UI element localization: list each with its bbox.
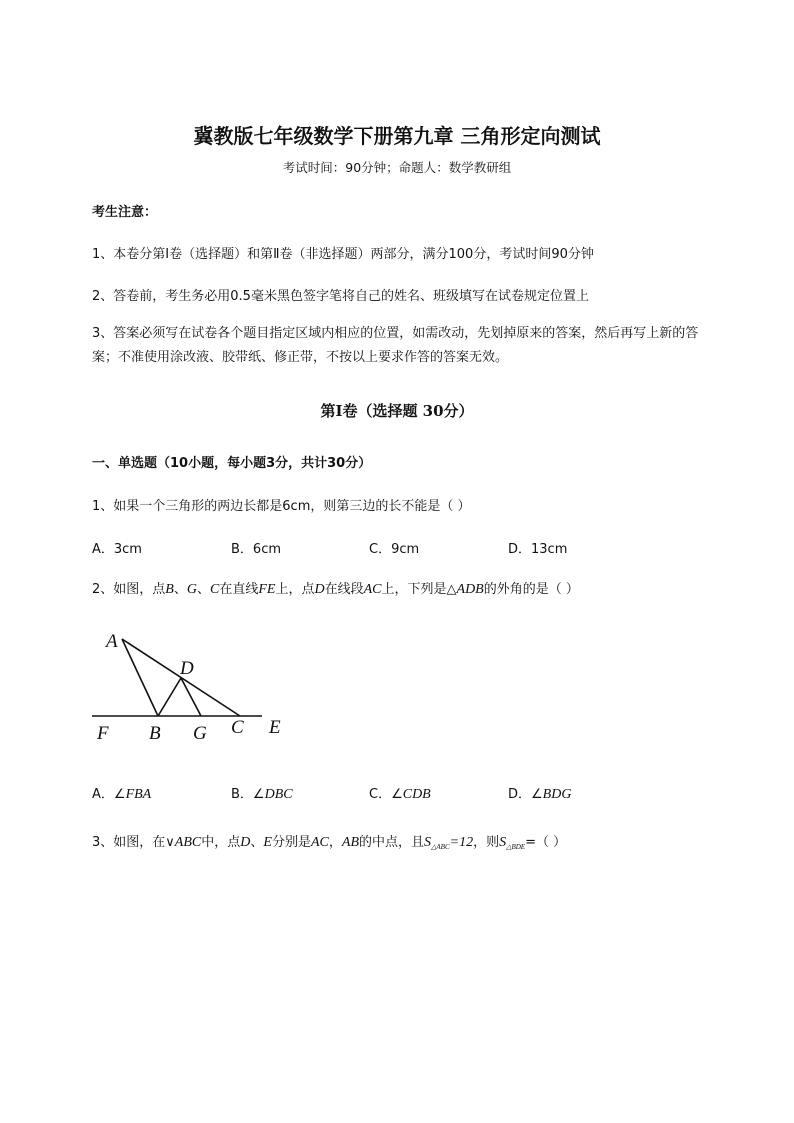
q2-option-c: C．∠CDB <box>369 787 431 802</box>
q2-option-a: A．∠FBA <box>92 787 152 802</box>
notice-item-1: 1、本卷分第I卷（选择题）和第Ⅱ卷（非选择题）两部分，满分100分，考试时间90分钟 <box>92 247 594 262</box>
triangle-figure <box>90 625 300 750</box>
q2-option-b: B．∠DBC <box>231 787 293 802</box>
segment-bd <box>158 678 181 716</box>
q2-option-d: D．∠BDG <box>508 787 572 802</box>
label-f: F <box>97 723 109 744</box>
notice-heading: 考生注意： <box>92 205 158 220</box>
label-d: D <box>180 658 194 679</box>
q1-option-a: A．3cm <box>92 542 142 557</box>
section-title: 第I卷（选择题 30分） <box>320 402 474 420</box>
q1-option-c: C．9cm <box>369 542 420 557</box>
label-a: A <box>106 631 118 652</box>
q1-option-b: B．6cm <box>231 542 282 557</box>
label-c: C <box>231 717 244 738</box>
label-b: B <box>149 723 161 744</box>
question-2-text: 2、如图，点B、G、C在直线FE上，点D在线段AC上，下列是△ADB的外角的是（ ） <box>92 582 579 597</box>
notice-item-3: 3、答案必须写在试卷各个题目指定区域内相应的位置，如需改动，先划掉原来的答案，然后再写上新的答案；不准使用涂改液、胶带纸、修正带，不按以上要求作答的答案无效。 <box>92 326 699 365</box>
part-heading: 一、单选题（10小题，每小题3分，共计30分） <box>92 456 372 471</box>
question-3-text: 3、如图，在∨ABC中，点D、E分别是AC，AB的中点，且$S_{\triangle ABC}=12$，则$S_{\triangle BDE}=$（ ） <box>92 835 567 851</box>
notice-item-2: 2、答卷前，考生务必用0.5毫米黑色签字笔将自己的姓名、班级填写在试卷规定位置上 <box>92 289 589 304</box>
label-e: E <box>269 717 281 738</box>
q1-option-d: D．13cm <box>508 542 568 557</box>
question-1-text: 1、如果一个三角形的两边长都是6cm，则第三边的长不能是（ ） <box>92 499 471 514</box>
exam-info: 考试时间：90分钟；命题人：数学教研组 <box>282 160 512 175</box>
label-g: G <box>193 723 207 744</box>
page-title: 冀教版七年级数学下册第九章 三角形定向测试 <box>193 124 601 148</box>
